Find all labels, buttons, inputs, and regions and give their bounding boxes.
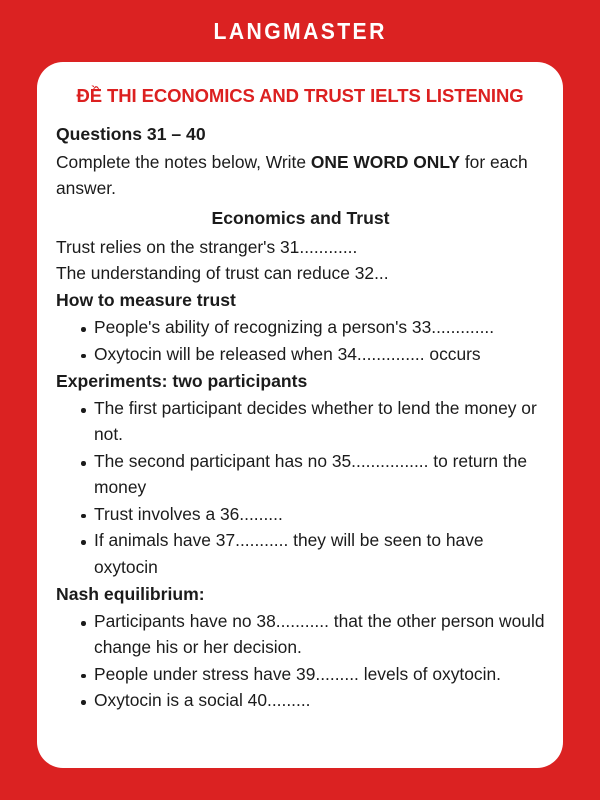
bullet-icon	[81, 700, 86, 705]
list-item	[56, 661, 545, 687]
instruction-emphasis: ONE WORD ONLY	[310, 151, 460, 172]
langmaster-logo: LANGMASTER	[213, 17, 387, 44]
notes-list-nash-equilibrium	[56, 608, 545, 714]
content-card	[37, 62, 563, 768]
brand-header	[0, 0, 600, 62]
card-body	[47, 121, 553, 713]
list-item	[56, 687, 545, 713]
questions-range-label: Questions 31 – 40	[56, 124, 206, 145]
list-item-text: If animals have 37........... they will be seen to have oxytocin	[94, 530, 484, 577]
list-item	[56, 395, 545, 448]
bullet-icon	[81, 621, 86, 626]
list-item-text: The second participant has no 35................ to return the money	[94, 450, 528, 498]
page-title: ĐỀ THI ECONOMICS AND TRUST IELTS LISTENING	[76, 85, 524, 106]
list-item	[56, 314, 545, 340]
instruction-suffix: for each answer.	[56, 151, 528, 199]
list-item	[56, 608, 545, 661]
bullet-icon	[81, 408, 86, 413]
instruction-prefix: Complete the notes below, Write	[56, 151, 311, 172]
list-item	[56, 527, 545, 580]
list-item-text: Oxytocin will be released when 34.............. occurs	[94, 343, 481, 364]
section-heading-experiments: Experiments: two participants	[56, 371, 308, 392]
list-item-text: Trust involves a 36.........	[94, 503, 283, 524]
intro-line-2: The understanding of trust can reduce 32...	[56, 262, 389, 283]
list-item	[56, 341, 545, 367]
bullet-icon	[81, 514, 86, 519]
notes-title: Economics and Trust	[211, 207, 390, 228]
bullet-icon	[81, 354, 86, 359]
section-heading-nash-equilibrium: Nash equilibrium:	[56, 583, 205, 604]
bullet-icon	[81, 674, 86, 679]
bullet-icon	[81, 327, 86, 332]
list-item	[56, 448, 545, 501]
notes-list-experiments	[56, 395, 545, 580]
list-item	[56, 501, 545, 527]
notes-list-how-to-measure-trust	[56, 314, 545, 367]
list-item-text: Participants have no 38........... that the other person would change his or her decision.	[94, 610, 545, 658]
list-item-text: Oxytocin is a social 40.........	[94, 690, 311, 711]
bullet-icon	[81, 540, 86, 545]
list-item-text: People under stress have 39......... levels of oxytocin.	[94, 663, 501, 684]
instruction-text	[56, 149, 545, 202]
list-item-text: The first participant decides whether to lend the money or not.	[94, 397, 537, 445]
intro-line-1: Trust relies on the stranger's 31............	[56, 236, 358, 257]
bullet-icon	[81, 461, 86, 466]
section-heading-how-to-measure-trust: How to measure trust	[56, 290, 236, 311]
list-item-text: People's ability of recognizing a person's 33.............	[94, 317, 495, 338]
